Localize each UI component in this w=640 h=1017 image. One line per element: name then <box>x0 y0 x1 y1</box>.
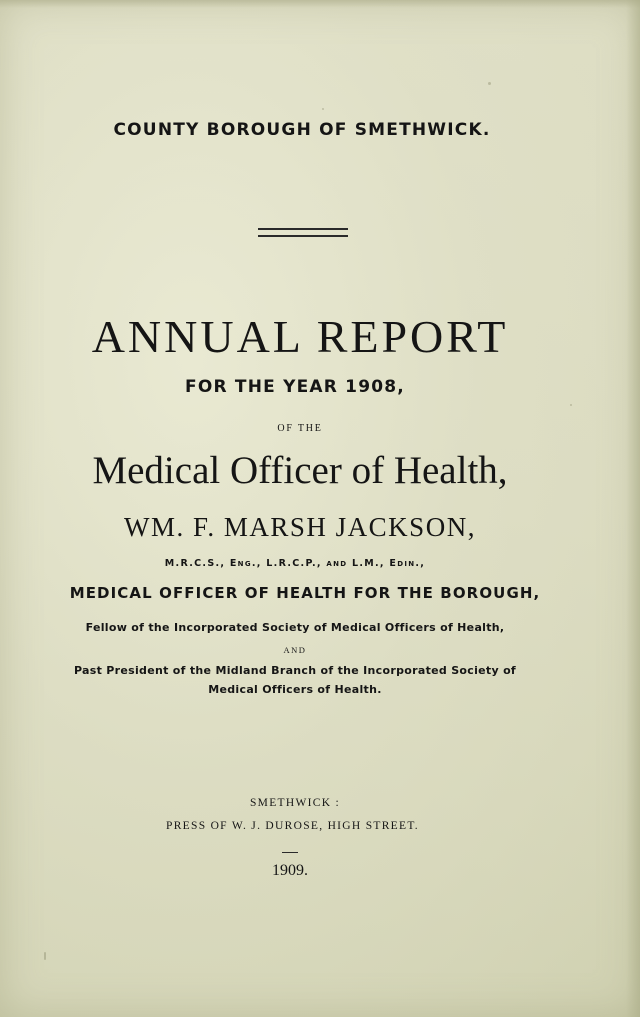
fellowship-line: Fellow of the Incorporated Society of Medical Officers of Health, <box>85 621 505 634</box>
short-rule-divider <box>282 852 298 853</box>
past-president-line-1: Past President of the Midland Branch of the Incorporated Society of <box>73 664 517 677</box>
imprint-place: SMETHWICK : <box>249 797 340 809</box>
author-position: MEDICAL OFFICER OF HEALTH FOR THE BOROUGH, <box>69 584 541 602</box>
paper-edge-right <box>626 0 640 1017</box>
of-the-connector: OF THE <box>277 423 323 434</box>
paper-fleck <box>488 82 491 85</box>
report-year-line: FOR THE YEAR 1908, <box>185 377 405 397</box>
paper-fleck <box>322 108 324 110</box>
paper-fleck <box>44 952 46 960</box>
author-degrees: M.R.C.S., Eng., L.R.C.P., and L.M., Edin., <box>164 558 426 569</box>
county-heading: COUNTY BOROUGH OF SMETHWICK. <box>113 120 491 140</box>
publication-year: 1909. <box>272 862 308 879</box>
author-name: WM. F. MARSH JACKSON, <box>124 512 476 542</box>
report-title: ANNUAL REPORT <box>91 311 509 362</box>
and-connector: AND <box>283 645 307 655</box>
imprint-press: PRESS OF W. J. DUROSE, HIGH STREET. <box>166 820 419 832</box>
office-title: Medical Officer of Health, <box>92 449 508 492</box>
paper-fleck <box>570 404 572 406</box>
paper-edge-top <box>0 0 640 8</box>
double-rule-divider <box>258 228 348 237</box>
past-president-line-2: Medical Officers of Health. <box>208 683 382 696</box>
